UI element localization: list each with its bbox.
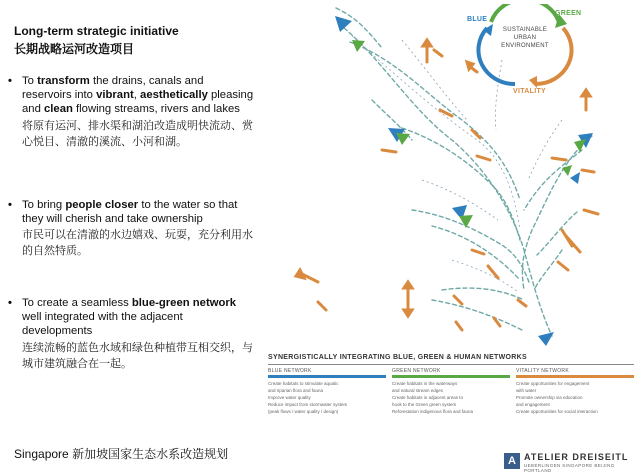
text-panel <box>0 0 260 474</box>
legend-divider <box>268 364 634 365</box>
legend-line: Create habitats in the waterways <box>392 381 458 386</box>
legend-line: and riparian flora and fauna <box>268 388 324 393</box>
title-english: Long-term strategic initiative <box>14 24 179 38</box>
cycle-center-line: ENVIRONMENT <box>501 43 549 49</box>
legend-line: Improve water quality <box>268 395 311 400</box>
legend-line: (peak flows / water quality / design) <box>268 409 339 414</box>
legend-line: Create habitats in adjacent areas to <box>392 395 464 400</box>
legend-line: and engagement <box>516 402 550 407</box>
footer-caption <box>14 445 228 462</box>
footer-english: Singapore <box>14 447 69 461</box>
legend-line: Reforestation indigenous flora and fauna <box>392 409 474 414</box>
legend-color-bar <box>516 375 634 378</box>
bullet-transform <box>8 74 254 150</box>
bullet-emphasis: transform <box>37 75 90 87</box>
bullet-fragment: well integrated with the adjacent developments <box>22 311 183 338</box>
bullet-fragment: To <box>22 75 38 87</box>
bullet-fragment: to the water so that they will cherish and take ownership <box>22 199 238 226</box>
cycle-center-line: URBAN <box>513 35 537 41</box>
legend-line: Create opportunities for engagement <box>516 381 590 386</box>
bullet-emphasis: blue-green network <box>131 297 237 309</box>
bullet-fragment: To create a seamless <box>22 297 132 309</box>
logo-cities: UEBERLINGEN SINGAPORE BEIJING PORTLAND <box>524 463 615 473</box>
bullet-dot: • <box>8 75 12 87</box>
legend-blue-network <box>268 368 386 415</box>
bullet-text-chinese: 连续流畅的蓝色水域和绿色种植带互相交织，与城市建筑融合在一起。 <box>22 340 253 370</box>
bullet-emphasis: vibrant <box>96 89 134 102</box>
legend-color-bar <box>268 375 386 378</box>
bullet-fragment: flowing streams, rivers and lakes <box>72 103 240 116</box>
legend-line: Create habitats to stimulate aquatic <box>268 381 339 386</box>
legend-column-title: BLUE NETWORK <box>268 368 312 374</box>
legend-line: Create opportunities for social interaction <box>516 409 598 414</box>
legend-line: and natural stream edges <box>392 388 444 393</box>
river-network-drawing <box>262 0 640 350</box>
logo-name: ATELIER DREISEITL <box>524 452 629 462</box>
legend-heading: SYNERGISTICALLY INTEGRATING BLUE, GREEN & HUMAN NETWORKS <box>268 354 527 361</box>
legend-line: hook to the Green green system <box>392 402 457 407</box>
bullet-blue-green <box>8 296 254 372</box>
legend-color-bar <box>392 375 510 378</box>
bullet-emphasis: people closer <box>65 199 139 211</box>
cycle-center-line: SUSTAINABLE <box>502 27 548 33</box>
bullet-text-chinese: 将原有运河、排水渠和湖泊改造成明快流动、赏心悦目、清澈的溪流、小河和湖。 <box>22 118 253 148</box>
legend-vitality-network <box>516 368 634 415</box>
title-chinese: 长期战略运河改造项目 <box>14 42 135 56</box>
network-illustration <box>262 0 640 474</box>
cycle-label-green: GREEN <box>555 10 582 17</box>
bullet-text <box>22 296 254 339</box>
bullet-text-chinese: 市民可以在清澈的水边嬉戏、玩耍，充分利用水的自然特质。 <box>22 228 253 258</box>
bullet-text <box>22 198 254 226</box>
cycle-center-text <box>487 26 563 50</box>
bullet-dot: • <box>8 297 12 309</box>
cycle-label-vitality: VITALITY <box>513 88 546 95</box>
legend-line: Promote ownership via education <box>516 395 583 400</box>
bullet-fragment: pleasing and <box>22 89 254 116</box>
atelier-dreiseitl-logo <box>504 452 634 473</box>
footer-chinese: 新加坡国家生态水系改造规划 <box>72 447 229 461</box>
bullet-fragment: the drains, canals and reservoirs into <box>22 75 204 102</box>
legend-line: Reduce impact from stormwater system <box>268 402 348 407</box>
bullet-fragment: To bring <box>22 199 66 211</box>
bullet-emphasis: clean <box>44 103 73 116</box>
bullet-dot: • <box>8 199 12 211</box>
logo-mark: A <box>504 453 520 469</box>
bullet-emphasis: aesthetically <box>140 89 208 102</box>
legend-column-title: GREEN NETWORK <box>392 368 441 374</box>
sustainability-cycle-diagram <box>467 4 583 96</box>
legend-line: with water <box>516 388 537 393</box>
cycle-label-blue: BLUE <box>467 16 488 23</box>
bullet-people-closer <box>8 198 254 259</box>
bullet-fragment: , <box>133 89 141 102</box>
bullet-text <box>22 74 254 117</box>
legend-green-network <box>392 368 510 415</box>
legend-column-title: VITALITY NETWORK <box>516 368 569 374</box>
